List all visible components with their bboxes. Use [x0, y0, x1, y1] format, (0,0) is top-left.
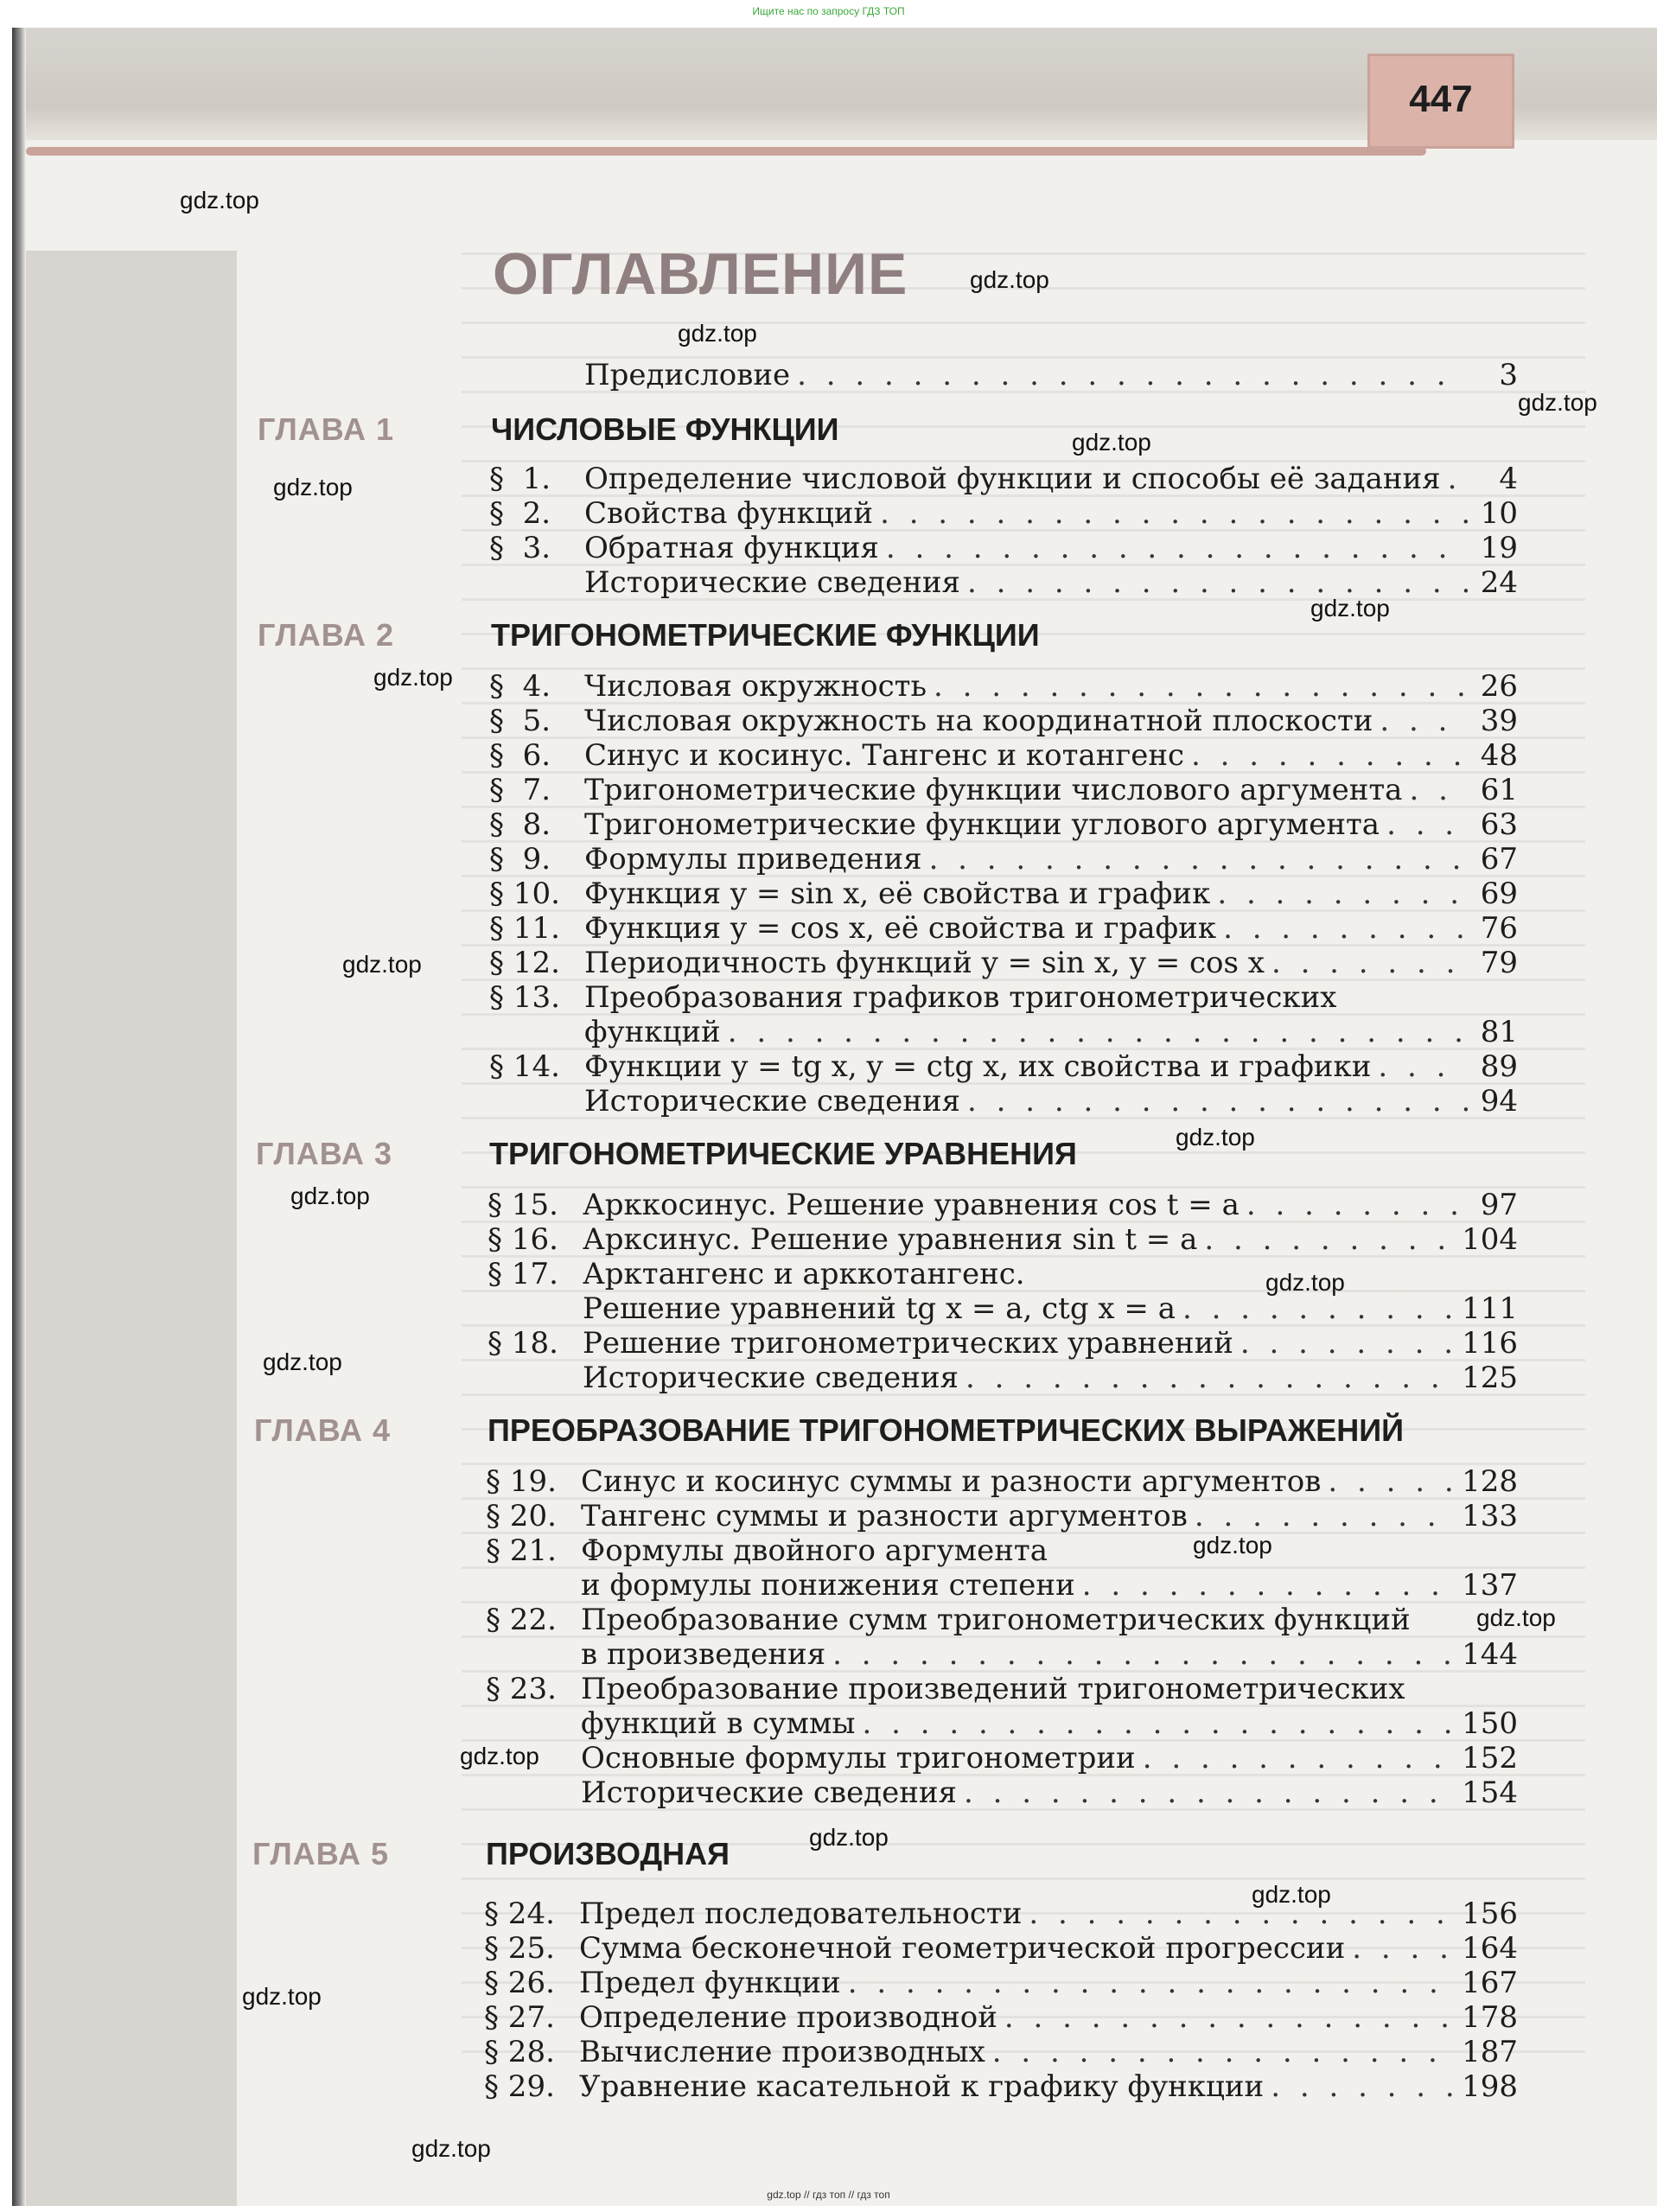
- toc-entry-page: 79: [1480, 946, 1518, 980]
- leader-dots: [1409, 773, 1468, 807]
- toc-entry[interactable]: [484, 2069, 1518, 2104]
- leader-dots: [848, 1966, 1455, 2000]
- leader-dots: [1004, 2000, 1455, 2035]
- watermark: gdz.top: [1176, 1124, 1255, 1151]
- leader-dots: [964, 1775, 1455, 1810]
- toc-entry[interactable]: [486, 1603, 1518, 1637]
- leader-dots: [1240, 1326, 1455, 1361]
- toc-entry[interactable]: [489, 980, 1518, 1015]
- toc-entry[interactable]: [484, 2000, 1518, 2035]
- section-number: § 13.: [489, 980, 560, 1015]
- leader-dots: [1386, 807, 1468, 842]
- toc-entry[interactable]: [486, 1637, 1518, 1672]
- toc-entry[interactable]: [489, 738, 1518, 773]
- leader-dots: [992, 2035, 1455, 2069]
- toc-entry[interactable]: [484, 1896, 1518, 1931]
- toc-entry-page: 69: [1480, 877, 1518, 911]
- leader-dots: [832, 1637, 1455, 1672]
- toc-entry-text: Арксинус. Решение уравнения sin t = a: [583, 1222, 1198, 1257]
- toc-entry-text: Определение производной: [579, 2000, 997, 2035]
- toc-entry-text: функций: [584, 1015, 721, 1049]
- chapter-label: ГЛАВА 1: [258, 411, 394, 447]
- chapter-label: ГЛАВА 4: [254, 1412, 391, 1448]
- toc-entry[interactable]: [489, 1049, 1518, 1084]
- toc-entry-text: Решение уравнений tg x = a, ctg x = a: [583, 1291, 1176, 1326]
- section-number: § 15.: [488, 1188, 558, 1222]
- toc-entry[interactable]: [489, 669, 1518, 704]
- toc-entry-text: Предисловие: [584, 358, 791, 392]
- leader-dots: [1223, 911, 1468, 946]
- toc-entry-text: Формулы двойного аргумента: [581, 1533, 1048, 1568]
- header-rule: [26, 147, 1426, 156]
- toc-entry-text: Свойства функций: [584, 496, 874, 531]
- toc-entry-page: 128: [1462, 1464, 1518, 1499]
- section-number: § 5.: [489, 704, 551, 738]
- section-number: § 28.: [484, 2035, 555, 2069]
- section-number: § 22.: [486, 1603, 557, 1637]
- toc-entry[interactable]: [486, 1672, 1518, 1706]
- toc-entry-text: и формулы понижения степени: [581, 1568, 1075, 1603]
- leader-dots: [1380, 704, 1468, 738]
- toc-entry[interactable]: [486, 1499, 1518, 1533]
- toc-entry[interactable]: [489, 807, 1518, 842]
- leader-dots: [929, 842, 1468, 877]
- leader-dots: [1352, 1931, 1455, 1966]
- toc-entry[interactable]: [484, 1966, 1518, 2000]
- section-number: § 26.: [484, 1966, 555, 2000]
- toc-entry-text: Тангенс суммы и разности аргументов: [581, 1499, 1188, 1533]
- toc-entry-text: Исторические сведения: [583, 1361, 959, 1395]
- section-number: § 20.: [486, 1499, 557, 1533]
- section-number: § 6.: [489, 738, 551, 773]
- leader-dots: [967, 565, 1468, 600]
- toc-entry-page: 61: [1480, 773, 1518, 807]
- toc-entry[interactable]: [486, 1464, 1518, 1499]
- toc-entry[interactable]: [488, 1188, 1518, 1222]
- leader-dots: [967, 1084, 1468, 1119]
- toc-entry[interactable]: [489, 911, 1518, 946]
- toc-entry-page: 116: [1462, 1326, 1518, 1361]
- section-number: § 27.: [484, 2000, 555, 2035]
- leader-dots: [1271, 2069, 1455, 2104]
- toc-entry-text: Предел функции: [579, 1966, 841, 2000]
- toc-entry-page: 81: [1480, 1015, 1518, 1049]
- toc-entry-text: Формулы приведения: [584, 842, 922, 877]
- watermark: gdz.top: [373, 664, 453, 691]
- toc-entry[interactable]: [489, 877, 1518, 911]
- toc-entry[interactable]: [489, 1084, 1518, 1119]
- section-number: § 12.: [489, 946, 560, 980]
- toc-entry-page: 3: [1499, 358, 1518, 392]
- toc-entry[interactable]: [486, 1741, 1518, 1775]
- toc-entry[interactable]: [486, 1568, 1518, 1603]
- leader-dots: [1378, 1049, 1468, 1084]
- toc-entry[interactable]: [488, 1222, 1518, 1257]
- chapter-label: ГЛАВА 2: [258, 617, 394, 653]
- chapter-label: ГЛАВА 3: [256, 1136, 392, 1171]
- toc-entry-text: Уравнение касательной к графику функции: [579, 2069, 1265, 2104]
- toc-entry-text: Преобразование сумм тригонометрических функций: [581, 1603, 1411, 1637]
- toc-entry-page: 178: [1462, 2000, 1518, 2035]
- toc-entry-text: Преобразование произведений тригонометрических: [581, 1672, 1405, 1706]
- section-number: § 21.: [486, 1533, 557, 1568]
- toc-entry[interactable]: [489, 1015, 1518, 1049]
- leader-dots: [1448, 462, 1468, 496]
- watermark: gdz.top: [970, 266, 1049, 293]
- watermark: gdz.top: [290, 1182, 370, 1209]
- toc-entry-page: 63: [1480, 807, 1518, 842]
- toc-entry-text: в произведения: [581, 1637, 826, 1672]
- watermark: gdz.top: [273, 474, 353, 500]
- chapter-title[interactable]: ЧИСЛОВЫЕ ФУНКЦИИ: [491, 411, 839, 447]
- toc-entry-text: Исторические сведения: [581, 1775, 958, 1810]
- section-number: § 11.: [489, 911, 560, 946]
- toc-entry-text: Тригонометрические функции числового аргумента: [584, 773, 1403, 807]
- toc-entry-text: Функции y = tg x, y = ctg x, их свойства и графики: [584, 1049, 1372, 1084]
- leader-dots: [1191, 738, 1468, 773]
- toc-entry-page: 156: [1462, 1896, 1518, 1931]
- leader-dots: [880, 496, 1468, 531]
- toc-entry-text: Сумма бесконечной геометрической прогрессии: [579, 1931, 1346, 1966]
- watermark: gdz.top: [678, 320, 757, 347]
- toc-entry[interactable]: [489, 842, 1518, 877]
- leader-dots: [1029, 1896, 1455, 1931]
- leader-dots: [1217, 877, 1468, 911]
- toc-entry[interactable]: [489, 946, 1518, 980]
- leader-dots: [797, 358, 1468, 392]
- toc-entry-page: 187: [1462, 2035, 1518, 2069]
- binding-shadow: [12, 28, 26, 2206]
- toc-entry-page: 104: [1462, 1222, 1518, 1257]
- toc-entry[interactable]: [489, 531, 1518, 565]
- leader-dots: [1195, 1499, 1455, 1533]
- chapter-title[interactable]: ТРИГОНОМЕТРИЧЕСКИЕ УРАВНЕНИЯ: [489, 1136, 1077, 1171]
- chapter-title[interactable]: ПРЕОБРАЗОВАНИЕ ТРИГОНОМЕТРИЧЕСКИХ ВЫРАЖЕНИЙ: [488, 1412, 1405, 1448]
- section-number: § 14.: [489, 1049, 560, 1084]
- leader-dots: [1143, 1741, 1455, 1775]
- watermark: gdz.top: [1518, 389, 1597, 416]
- toc-entry-text: Арктангенс и арккотангенс.: [583, 1257, 1025, 1291]
- toc-entry-text: Определение числовой функции и способы её задания: [584, 462, 1441, 496]
- toc-entry[interactable]: [489, 496, 1518, 531]
- toc-entry[interactable]: [488, 1326, 1518, 1361]
- toc-entry-text: Исторические сведения: [584, 1084, 961, 1119]
- toc-entry-page: 10: [1480, 496, 1518, 531]
- watermark: gdz.top: [1072, 429, 1151, 456]
- section-number: § 8.: [489, 807, 551, 842]
- section-number: § 2.: [489, 496, 551, 531]
- section-number: § 7.: [489, 773, 551, 807]
- toc-entry-page: 137: [1462, 1568, 1518, 1603]
- section-number: § 18.: [488, 1326, 558, 1361]
- toc-entry-page: 154: [1462, 1775, 1518, 1810]
- toc-entry-page: 67: [1480, 842, 1518, 877]
- leader-dots: [1182, 1291, 1455, 1326]
- section-number: § 3.: [489, 531, 551, 565]
- toc-entry-preface[interactable]: [584, 358, 1518, 392]
- watermark: gdz.top: [1252, 1881, 1331, 1908]
- toc-entry-text: Решение тригонометрических уравнений: [583, 1326, 1233, 1361]
- page-number: 447: [1367, 54, 1514, 149]
- watermark: gdz.top: [1476, 1604, 1556, 1631]
- toc-entry[interactable]: [488, 1291, 1518, 1326]
- toc-entry[interactable]: [484, 2035, 1518, 2069]
- leader-dots: [1082, 1568, 1455, 1603]
- toc-entry-text: Синус и косинус суммы и разности аргументов: [581, 1464, 1322, 1499]
- toc-entry[interactable]: [486, 1533, 1518, 1568]
- section-number: § 1.: [489, 462, 551, 496]
- toc-entry-page: 97: [1480, 1188, 1518, 1222]
- chapter-sidebar-band: [26, 251, 237, 2206]
- leader-dots: [934, 669, 1468, 704]
- toc-entry-text: Вычисление производных: [579, 2035, 985, 2069]
- toc-entry-page: 76: [1480, 911, 1518, 946]
- toc-entry-page: 152: [1462, 1741, 1518, 1775]
- section-number: § 24.: [484, 1896, 555, 1931]
- watermark: gdz.top: [1193, 1532, 1272, 1559]
- chapter-title[interactable]: ТРИГОНОМЕТРИЧЕСКИЕ ФУНКЦИИ: [491, 617, 1040, 653]
- section-number: § 23.: [486, 1672, 557, 1706]
- toc-entry-text: Арккосинус. Решение уравнения cos t = a: [583, 1188, 1240, 1222]
- section-number: § 16.: [488, 1222, 558, 1257]
- toc-entry[interactable]: [484, 1931, 1518, 1966]
- toc-entry-text: Тригонометрические функции углового аргумента: [584, 807, 1380, 842]
- toc-entry-page: 94: [1480, 1084, 1518, 1119]
- toc-entry-text: Исторические сведения: [584, 565, 961, 600]
- toc-entry[interactable]: [489, 704, 1518, 738]
- leader-dots: [886, 531, 1468, 565]
- toc-entry-page: 89: [1480, 1049, 1518, 1084]
- toc-entry-page: 19: [1480, 531, 1518, 565]
- toc-entry-text: Числовая окружность: [584, 669, 927, 704]
- toc-entry-page: 198: [1462, 2069, 1518, 2104]
- top-note: Ищите нас по запросу ГДЗ ТОП: [752, 5, 905, 17]
- section-number: § 19.: [486, 1464, 557, 1499]
- section-number: § 29.: [484, 2069, 555, 2104]
- watermark: gdz.top: [460, 1743, 539, 1769]
- leader-dots: [966, 1361, 1455, 1395]
- watermark: gdz.top: [411, 2135, 491, 2162]
- page-title: ОГЛАВЛЕНИЕ: [493, 241, 908, 307]
- leader-dots: [1204, 1222, 1455, 1257]
- bottom-note: gdz.top // гдз топ // гдз топ: [767, 2189, 890, 2201]
- leader-dots: [862, 1706, 1455, 1741]
- section-number: § 25.: [484, 1931, 555, 1966]
- toc-entry-page: 26: [1480, 669, 1518, 704]
- toc-entry[interactable]: [488, 1257, 1518, 1291]
- toc-entry-text: Числовая окружность на координатной плоскости: [584, 704, 1373, 738]
- toc-entry-page: 150: [1462, 1706, 1518, 1741]
- watermark: gdz.top: [242, 1983, 322, 2010]
- leader-dots: [1328, 1464, 1455, 1499]
- leader-dots: [1271, 946, 1468, 980]
- toc-entry-page: 164: [1462, 1931, 1518, 1966]
- toc-entry-text: Основные формулы тригонометрии: [581, 1741, 1136, 1775]
- watermark: gdz.top: [263, 1348, 342, 1375]
- watermark: gdz.top: [180, 187, 259, 214]
- toc-entry-text: Периодичность функций y = sin x, y = cos x: [584, 946, 1265, 980]
- toc-entry-page: 111: [1462, 1291, 1518, 1326]
- watermark: gdz.top: [1265, 1269, 1345, 1296]
- toc-entry-page: 167: [1462, 1966, 1518, 2000]
- toc-entry-page: 125: [1462, 1361, 1518, 1395]
- toc-entry-page: 48: [1480, 738, 1518, 773]
- toc-entry[interactable]: [486, 1706, 1518, 1741]
- section-number: § 9.: [489, 842, 551, 877]
- toc-entry-text: Преобразования графиков тригонометрических: [584, 980, 1337, 1015]
- chapter-label: ГЛАВА 5: [252, 1836, 389, 1871]
- toc-entry-text: Функция y = sin x, её свойства и график: [584, 877, 1211, 911]
- watermark: gdz.top: [1310, 595, 1390, 622]
- toc-entry-page: 4: [1499, 462, 1518, 496]
- leader-dots: [728, 1015, 1468, 1049]
- chapter-title[interactable]: ПРОИЗВОДНАЯ: [486, 1836, 730, 1871]
- toc-entry[interactable]: [489, 462, 1518, 496]
- toc-entry-page: 133: [1462, 1499, 1518, 1533]
- toc-entry-text: Функция y = cos x, её свойства и график: [584, 911, 1217, 946]
- toc-entry-text: функций в суммы: [581, 1706, 856, 1741]
- toc-entry-page: 24: [1480, 565, 1518, 600]
- section-number: § 10.: [489, 877, 560, 911]
- watermark: gdz.top: [809, 1824, 889, 1851]
- toc-entry-text: Предел последовательности: [579, 1896, 1023, 1931]
- toc-entry-page: 39: [1480, 704, 1518, 738]
- toc-entry[interactable]: [488, 1361, 1518, 1395]
- toc-entry-text: Обратная функция: [584, 531, 879, 565]
- section-number: § 17.: [488, 1257, 558, 1291]
- toc-entry-text: Синус и косинус. Тангенс и котангенс: [584, 738, 1185, 773]
- toc-entry-page: 144: [1462, 1637, 1518, 1672]
- leader-dots: [1246, 1188, 1468, 1222]
- toc-entry[interactable]: [486, 1775, 1518, 1810]
- section-number: § 4.: [489, 669, 551, 704]
- toc-entry[interactable]: [489, 773, 1518, 807]
- watermark: gdz.top: [342, 951, 422, 978]
